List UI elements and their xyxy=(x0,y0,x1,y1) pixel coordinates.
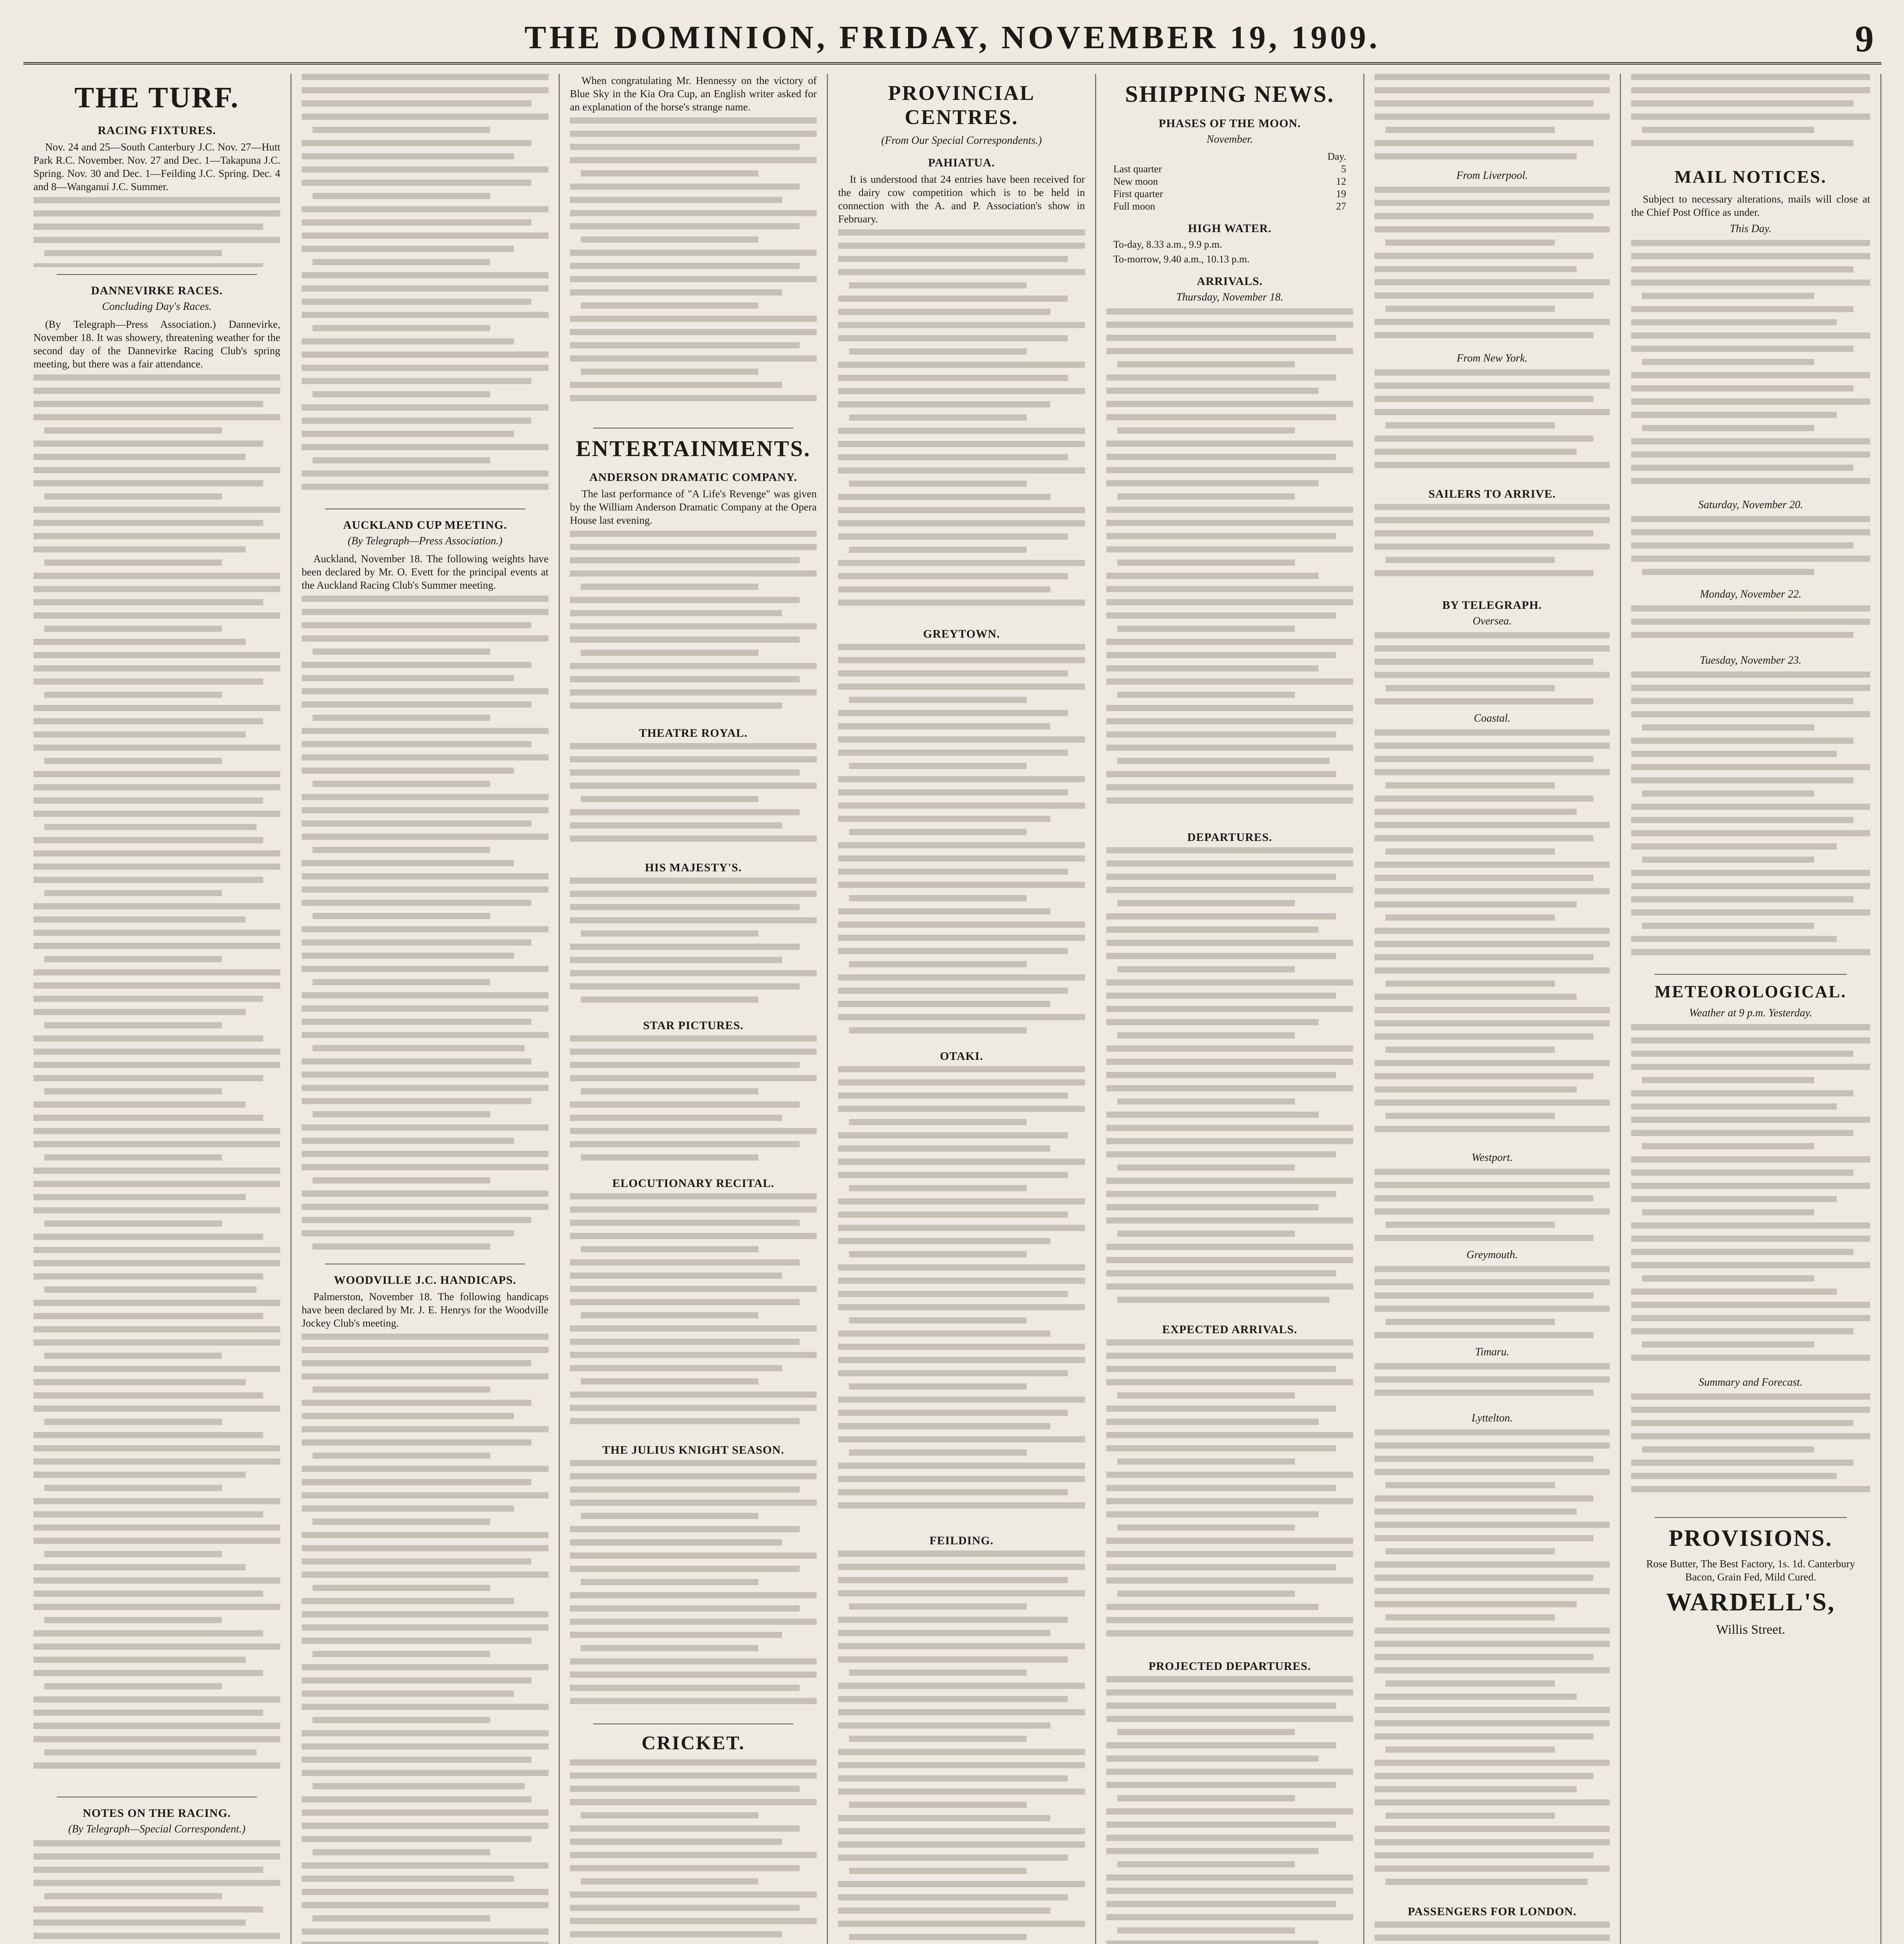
body-text-block xyxy=(570,1035,817,1168)
body-text-block xyxy=(1375,1921,1610,1944)
body-text-block xyxy=(1631,671,1870,967)
column-shipping-continued xyxy=(1364,74,1621,1944)
arrivals-day: Thursday, November 18. xyxy=(1176,291,1284,303)
woodville-heading: WOODVILLE J.C. HANDICAPS. xyxy=(334,1274,517,1287)
from-new-york-label: From New York. xyxy=(1457,352,1528,364)
body-text-block xyxy=(570,878,817,1010)
moon-phase-row: New moon 12 xyxy=(1113,176,1346,187)
body-text-block xyxy=(838,1551,1085,1944)
moon-day-column-header: Day. xyxy=(1327,151,1346,162)
anderson-text: The last performance of "A Life's Revenge" was given by the William Anderson Dramatic Company at the Opera House last evening. xyxy=(570,488,817,526)
fixtures-heading: RACING FIXTURES. xyxy=(98,124,216,137)
body-text-block xyxy=(1375,369,1610,478)
body-text-block xyxy=(1106,847,1353,1314)
body-text-block xyxy=(302,1334,548,1944)
body-text-block xyxy=(570,1193,817,1434)
dannevirke-heading: DANNEVIRKE RACES. xyxy=(91,284,223,297)
wardells-street: Willis Street. xyxy=(1716,1622,1785,1637)
body-text-block xyxy=(1375,504,1610,589)
greymouth-label: Greymouth. xyxy=(1466,1249,1518,1261)
departures-heading: DEPARTURES. xyxy=(1187,831,1272,844)
divider xyxy=(1654,1517,1847,1518)
body-text-block xyxy=(302,74,548,502)
cricket-heading: CRICKET. xyxy=(641,1732,745,1753)
blue-sky-note: When congratulating Mr. Hennessy on the victory of Blue Sky in the Kia Ora Cup, an English writer asked for an explanation of the horse's strange name. xyxy=(570,75,817,113)
masthead-title: THE DOMINION, FRIDAY, NOVEMBER 19, 1909. xyxy=(524,19,1380,56)
body-text-block xyxy=(1375,1169,1610,1246)
feilding-heading: FEILDING. xyxy=(929,1534,994,1547)
star-pictures-heading: STAR PICTURES. xyxy=(643,1019,744,1032)
elocutionary-heading: ELOCUTIONARY RECITAL. xyxy=(612,1177,774,1190)
body-text-block xyxy=(1631,1393,1870,1510)
body-text-block xyxy=(570,531,817,717)
westport-label: Westport. xyxy=(1471,1152,1513,1164)
moon-phases-header xyxy=(1113,150,1346,163)
column-shipping xyxy=(1096,74,1364,1944)
body-text-block xyxy=(838,644,1085,1040)
body-text-block xyxy=(1631,1024,1870,1374)
arrivals-heading: ARRIVALS. xyxy=(1197,275,1263,288)
timaru-label: Timaru. xyxy=(1475,1346,1509,1358)
summary-forecast-label: Summary and Forecast. xyxy=(1698,1376,1803,1388)
body-text-block xyxy=(838,229,1085,618)
body-text-block xyxy=(1375,1363,1610,1410)
monday-label: Monday, November 22. xyxy=(1700,588,1802,600)
body-text-block xyxy=(1631,516,1870,586)
his-majestys-heading: HIS MAJESTY'S. xyxy=(645,861,742,874)
columns xyxy=(23,74,1881,1944)
notes-racing-heading: NOTES ON THE RACING. xyxy=(82,1807,231,1820)
body-text-block xyxy=(1106,1676,1353,1944)
mail-notices-text: Subject to necessary alterations, mails will close at the Chief Post Office as under. xyxy=(1631,193,1870,218)
by-telegraph-heading: BY TELEGRAPH. xyxy=(1442,599,1542,612)
body-text-block xyxy=(570,1460,817,1717)
shipping-heading: SHIPPING NEWS. xyxy=(1125,81,1335,107)
pahiatua-heading: PAHIATUA. xyxy=(928,156,995,169)
saturday-label: Saturday, November 20. xyxy=(1698,499,1803,511)
moon-phase-row: Last quarter 5 xyxy=(1113,163,1346,175)
body-text-block xyxy=(1631,240,1870,496)
moon-phase-row: Full moon 27 xyxy=(1113,201,1346,212)
body-text-block xyxy=(1375,74,1610,167)
moon-phase-row: First quarter 19 xyxy=(1113,188,1346,199)
moon-phases-month: November. xyxy=(1207,133,1253,145)
body-text-block xyxy=(1106,1339,1353,1650)
divider xyxy=(1654,974,1847,975)
lyttelton-label: Lyttelton. xyxy=(1471,1412,1513,1424)
anderson-heading: ANDERSON DRAMATIC COMPANY. xyxy=(589,471,797,484)
passengers-london-heading: PASSENGERS FOR LONDON. xyxy=(1408,1905,1577,1918)
column-turf xyxy=(23,74,292,1944)
newspaper-page xyxy=(23,16,1881,1944)
moon-phases-heading: PHASES OF THE MOON. xyxy=(1158,117,1301,130)
moon-phases-table xyxy=(1113,150,1346,213)
column-mail-meteorological xyxy=(1621,74,1881,1944)
high-water-today: To-day, 8.33 a.m., 9.9 p.m. xyxy=(1113,239,1222,250)
from-liverpool-label: From Liverpool. xyxy=(1456,170,1528,182)
body-text-block xyxy=(1375,632,1610,710)
notes-racing-subheading: (By Telegraph—Special Correspondent.) xyxy=(68,1823,246,1835)
expected-arrivals-heading: EXPECTED ARRIVALS. xyxy=(1162,1323,1298,1336)
body-text-block xyxy=(33,374,280,1790)
mail-notices-heading: MAIL NOTICES. xyxy=(1674,167,1827,187)
high-water-tomorrow: To-morrow, 9.40 a.m., 10.13 p.m. xyxy=(1113,253,1250,265)
body-text-block xyxy=(1375,187,1610,350)
coastal-subheading: Coastal. xyxy=(1474,712,1511,724)
high-water-heading: HIGH WATER. xyxy=(1188,222,1272,235)
weather-subheading: Weather at 9 p.m. Yesterday. xyxy=(1689,1007,1812,1019)
projected-departures-heading: PROJECTED DEPARTURES. xyxy=(1148,1660,1311,1673)
auckland-cup-subheading: (By Telegraph—Press Association.) xyxy=(348,535,503,547)
page-number: 9 xyxy=(1855,18,1874,59)
body-text-block xyxy=(838,1066,1085,1525)
column-provincial xyxy=(828,74,1096,1944)
meteorological-heading: METEOROLOGICAL. xyxy=(1654,982,1847,1001)
column-entertainments xyxy=(560,74,828,1944)
provincial-heading: PROVINCIAL CENTRES. xyxy=(888,81,1035,129)
body-text-block xyxy=(1375,1266,1610,1344)
body-text-block xyxy=(1106,308,1353,822)
greytown-heading: GREYTOWN. xyxy=(923,628,1000,640)
otaki-heading: OTAKI. xyxy=(940,1050,983,1063)
body-text-block xyxy=(570,743,817,852)
column-handicaps xyxy=(292,74,560,1944)
body-text-block xyxy=(1631,605,1870,652)
dannevirke-subheading: Concluding Day's Races. xyxy=(102,301,212,313)
julius-knight-heading: THE JULIUS KNIGHT SEASON. xyxy=(602,1444,784,1456)
body-text-block xyxy=(1375,729,1610,1149)
body-text-block xyxy=(1631,74,1870,159)
woodville-text: Palmerston, November 18. The following handicaps have been declared by Mr. J. E. Henrys for the Woodville Jockey Club's meeting. xyxy=(302,1291,548,1329)
oversea-subheading: Oversea. xyxy=(1473,615,1512,627)
sailers-heading: SAILERS TO ARRIVE. xyxy=(1428,488,1556,500)
provincial-subheading: (From Our Special Correspondents.) xyxy=(881,135,1042,147)
pahiatua-text: It is understood that 24 entries have been received for the dairy cow competition which is to be held in connection with the A. and P. Association's show in February. xyxy=(838,173,1085,225)
auckland-cup-heading: AUCKLAND CUP MEETING. xyxy=(343,519,507,531)
entertainments-heading: ENTERTAINMENTS. xyxy=(576,436,811,461)
theatre-royal-heading: THEATRE ROYAL. xyxy=(639,727,748,739)
body-text-block xyxy=(302,596,548,1257)
dannevirke-text: (By Telegraph—Press Association.) Dannevirke, November 18. It was showery, threatening weather for the second day of the Dannevirke Racing Club's spring meeting, but there was a fair attendance. xyxy=(33,318,280,370)
fixtures-text: Nov. 24 and 25—South Canterbury J.C. Nov. 27—Hutt Park R.C. November. Nov. 27 and Dec. 1—Takapuna J.C. Spring. Nov. 30 and Dec. 1—Feilding J.C. Spring. Dec. 4 and 8—Wanganui J.C. Summer. xyxy=(33,141,280,192)
tuesday-label: Tuesday, November 23. xyxy=(1700,654,1802,666)
body-text-block xyxy=(570,1759,817,1944)
provisions-heading: PROVISIONS. xyxy=(1668,1525,1833,1551)
divider xyxy=(57,274,257,275)
masthead xyxy=(23,16,1881,65)
body-text-block xyxy=(1375,1429,1610,1896)
auckland-cup-text: Auckland, November 18. The following weights have been declared by Mr. O. Evett for the principal events at the Auckland Racing Club's Summer meeting. xyxy=(302,553,548,591)
wardells-name: WARDELL'S, xyxy=(1666,1588,1836,1616)
body-text-block xyxy=(33,1840,280,1944)
provisions-text: Rose Butter, The Best Factory, 1s. 1d. Canterbury Bacon, Grain Fed, Mild Cured. xyxy=(1646,1558,1855,1583)
section-heading-turf: THE TURF. xyxy=(74,81,239,114)
this-day-label: This Day. xyxy=(1729,223,1772,235)
body-text-block xyxy=(33,197,280,267)
body-text-block xyxy=(570,117,817,421)
